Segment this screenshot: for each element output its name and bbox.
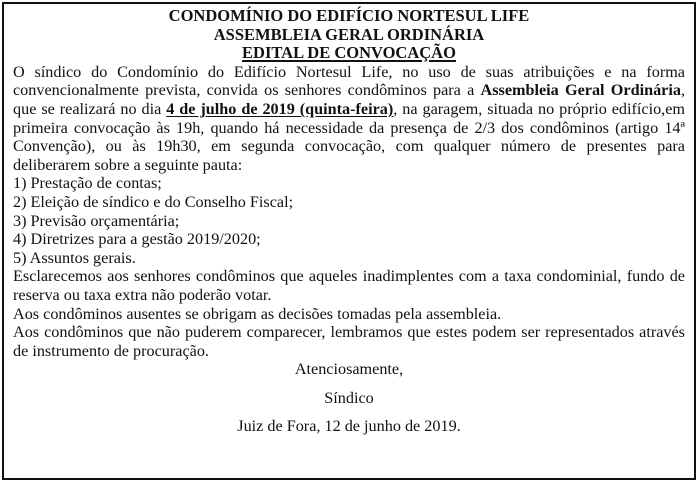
intro-paragraph: [13, 63, 685, 175]
agenda-item: 4) Diretrizes para a gestão 2019/2020;: [13, 230, 261, 249]
agenda-item: 3) Previsão orçamentária;: [13, 211, 180, 230]
closing-regards: Atenciosamente,: [294, 360, 404, 379]
convocation-notice: [2, 2, 696, 480]
proxy-paragraph: Aos condôminos que não puderem comparecer, lembramos que estes podem ser representados através de instrumento de procuração.: [13, 323, 685, 360]
condominium-title: CONDOMÍNIO DO EDIFÍCIO NORTESUL LIFE: [168, 6, 530, 25]
intro-text-2: , que se realizará no dia: [13, 81, 685, 118]
intro-text-1: O síndico do Condomínio do Edifício Nortesul Life, no uso de suas atribuições e na forma convencionalmente prevista, convida os senhores condôminos para a: [13, 62, 685, 100]
agenda-item: 2) Eleição de síndico e do Conselho Fiscal;: [13, 192, 294, 211]
agenda-item: 5) Assuntos gerais.: [13, 248, 136, 267]
intro-text-3: , na garagem, situada no próprio edifício,em primeira convocação às 19h, quando há necessidade da presença de 2/3 dos condôminos (artigo 14ª Convenção), ou às 19h30, em segunda convocação, com qualquer número de presentes para deliberarem sobre a seguinte pauta:: [13, 99, 685, 174]
place-date: Juiz de Fora, 12 de junho de 2019.: [237, 417, 461, 436]
assembly-title: ASSEMBLEIA GERAL ORDINÁRIA: [213, 24, 485, 44]
signature: Síndico: [324, 388, 374, 407]
assembly-date: 4 de julho de 2019 (quinta-feira): [166, 99, 394, 118]
assembly-name: Assembleia Geral Ordinária: [480, 81, 681, 100]
agenda-item: 1) Prestação de contas;: [13, 174, 162, 193]
absent-paragraph: Aos condôminos ausentes se obrigam as decisões tomadas pela assembleia.: [13, 304, 502, 323]
delinquent-paragraph: Esclarecemos aos senhores condôminos que aqueles inadimplentes com a taxa condominial, fundo de reserva ou taxa extra não poderão votar.: [13, 267, 685, 304]
notice-title: [13, 44, 685, 63]
notice-title-text: EDITAL DE CONVOCAÇÃO: [242, 43, 456, 63]
